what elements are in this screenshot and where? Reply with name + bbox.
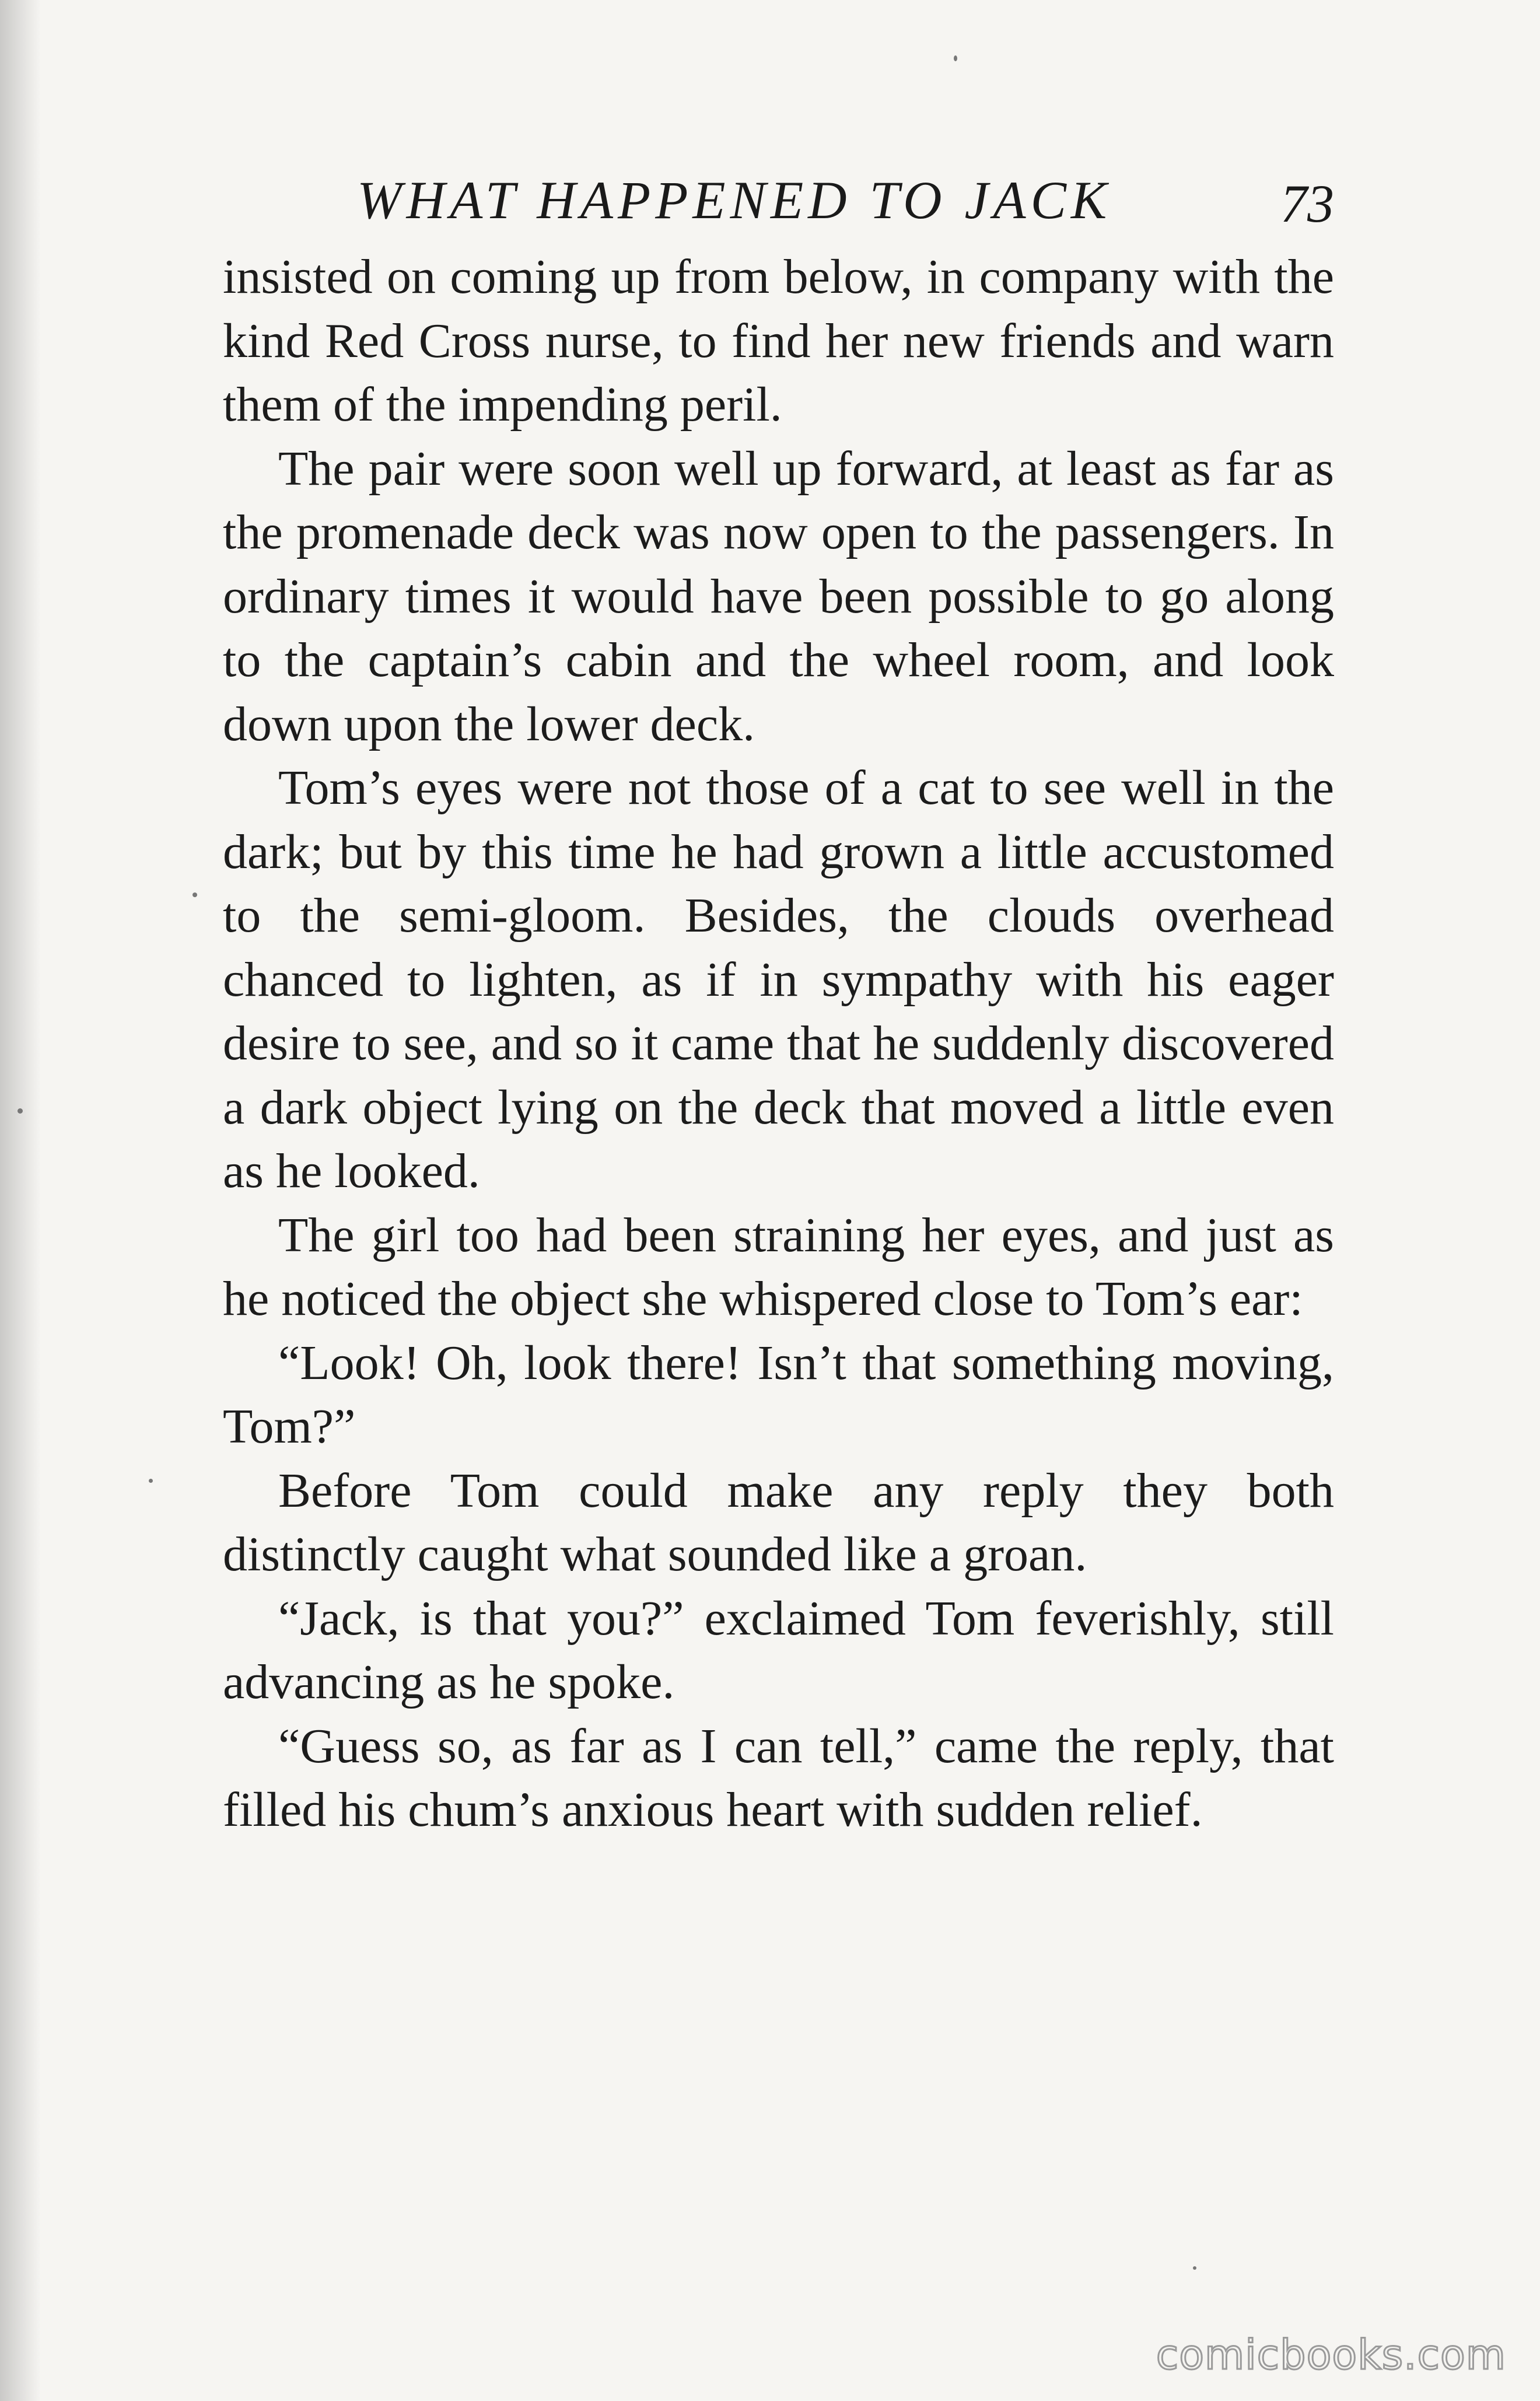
scan-edge-shadow <box>0 0 41 2401</box>
page-body <box>223 245 1334 1842</box>
page-number: 73 <box>1280 174 1334 233</box>
scan-speck <box>1193 2266 1196 2270</box>
scan-speck <box>18 1108 23 1114</box>
paragraph-2: The pair were soon well up forward, at least as far as the promenade deck was now open to the passengers. In ordinary times it would have been possible to go along to the captain’s cabin and the wheel room, and look down upon the lower deck. <box>223 441 1334 751</box>
paragraph-5: “Look! Oh, look there! Isn’t that something moving, Tom?” <box>223 1335 1334 1454</box>
scan-speck <box>954 55 957 61</box>
watermark-logo: comicbooks.com <box>1156 2331 1506 2379</box>
paragraph-7: “Jack, is that you?” exclaimed Tom feverishly, still advancing as he spoke. <box>223 1591 1334 1709</box>
paragraph-8: “Guess so, as far as I can tell,” came the reply, that filled his chum’s anxious heart with sudden relief. <box>223 1718 1334 1837</box>
paragraph-4: The girl too had been straining her eyes, and just as he noticed the object she whispered close to Tom’s ear: <box>223 1208 1334 1326</box>
scan-speck <box>192 892 197 897</box>
paragraph-3: Tom’s eyes were not those of a cat to see well in the dark; but by this time he had grown a little accustomed to the semi-gloom. Besides, the clouds overhead chanced to lighten, as if in sympathy with his eager desire to see, and so it came that he suddenly discovered a dark object lying on the deck that moved a little even as he looked. <box>223 761 1334 1198</box>
book-page <box>223 158 1334 1842</box>
scan-speck <box>149 1479 153 1483</box>
running-head <box>223 158 1334 245</box>
paragraph-6: Before Tom could make any reply they both distinctly caught what sounded like a groan. <box>223 1463 1334 1581</box>
paragraph-1: insisted on coming up from below, in company with the kind Red Cross nurse, to find her new friends and warn them of the impending peril. <box>223 250 1334 432</box>
running-title: WHAT HAPPENED TO JACK <box>357 170 1112 230</box>
